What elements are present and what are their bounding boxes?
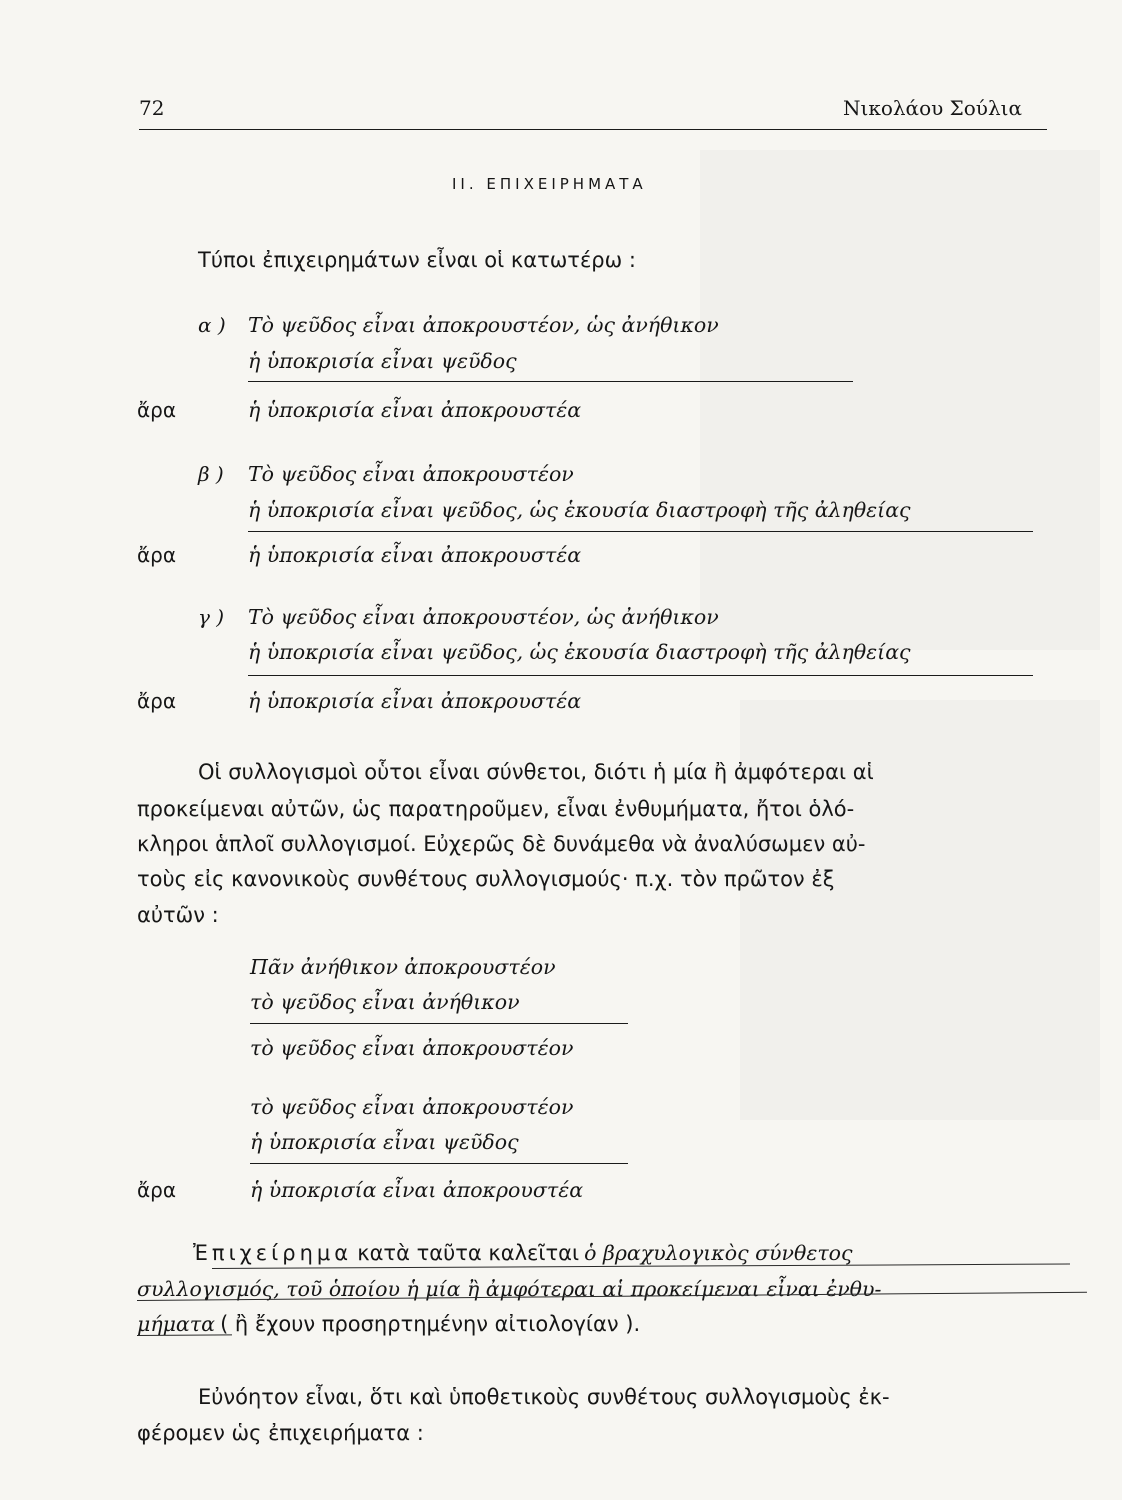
section-title: ΙΙ. ΕΠΙΧΕΙΡΗΜΑΤΑ (452, 175, 647, 193)
premise-major: Τὸ ψεῦδος εἶναι ἀποκρουστέον (248, 462, 574, 486)
premise-major: Τὸ ψεῦδος εἶναι ἀποκρουστέον, ὡς ἀνήθικον (248, 605, 719, 629)
conclusion: τὸ ψεῦδος εἶναι ἀποκρουστέον (250, 1036, 574, 1060)
therefore-label: ἄρα (137, 398, 177, 422)
premise-minor: ἡ ὑποκρισία εἶναι ψεῦδος (248, 349, 517, 373)
definition-line: συλλογισμός, τοῦ ὁποίου ἡ μία ἢ ἀμφότεραι αἱ προκείμεναι εἶναι ἐνθυ- (137, 1277, 882, 1301)
therefore-label: ἄρα (137, 1178, 177, 1202)
paragraph-line: προκείμεναι αὐτῶν, ὡς παρατηροῦμεν, εἶναι ἐνθυμήματα, ἤτοι ὁλό- (137, 797, 855, 821)
premise-minor: τὸ ψεῦδος εἶναι ἀνήθικον (250, 990, 520, 1014)
conclusion: ἡ ὑποκρισία εἶναι ἀποκρουστέα (248, 398, 582, 422)
intro-text: Τύποι ἐπιχειρημάτων εἶναι οἱ κατωτέρω : (198, 248, 636, 272)
example-label: β ) (198, 462, 224, 486)
conclusion-rule (250, 1163, 628, 1164)
definition-line (193, 1241, 853, 1265)
paragraph-line: φέρομεν ὡς ἐπιχειρήματα : (137, 1421, 424, 1445)
paragraph-line: Εὐνόητον εἶναι, ὅτι καὶ ὑποθετικοὺς συνθέτους συλλογισμοὺς ἐκ- (198, 1385, 890, 1409)
paragraph-line: Οἱ συλλογισμοὶ οὗτοι εἶναι σύνθετοι, διότι ἡ μία ἢ ἀμφότεραι αἱ (198, 760, 874, 784)
conclusion-rule (248, 675, 1033, 676)
running-title: Νικολάου Σούλια (843, 96, 1022, 120)
premise-minor: ἡ ὑποκρισία εἶναι ψεῦδος (250, 1130, 519, 1154)
definition-text: μήματα (137, 1312, 215, 1336)
paragraph-line: τοὺς εἰς κανονικοὺς συνθέτους συλλογισμούς· π.χ. τὸν πρῶτον ἐξ (137, 867, 835, 891)
therefore-label: ἄρα (137, 689, 177, 713)
premise-major: τὸ ψεῦδος εἶναι ἀποκρουστέον (250, 1095, 574, 1119)
definition-text: ὁ βραχυλογικὸς σύνθετος (584, 1241, 853, 1265)
premise-minor: ἡ ὑποκρισία εἶναι ψεῦδος, ὡς ἑκουσία διαστροφὴ τῆς ἀληθείας (248, 640, 911, 664)
definition-line (137, 1312, 640, 1336)
example-label: α ) (198, 313, 226, 337)
conclusion-rule (250, 1023, 628, 1024)
premise-major: Πᾶν ἀνήθικον ἀποκρουστέον (250, 955, 556, 979)
conclusion: ἡ ὑποκρισία εἶναι ἀποκρουστέα (248, 543, 582, 567)
conclusion-rule (248, 381, 853, 382)
conclusion: ἡ ὑποκρισία εἶναι ἀποκρουστέα (250, 1178, 584, 1202)
definition-text: ( ἢ ἔχουν προσηρτημένην αἰτιολογίαν ). (220, 1312, 641, 1336)
therefore-label: ἄρα (137, 543, 177, 567)
defined-term: Ἐπιχείρημα (193, 1241, 353, 1265)
page-number: 72 (139, 96, 165, 120)
header-rule (139, 129, 1047, 130)
show-through-shadow (700, 150, 1100, 650)
example-label: γ ) (198, 605, 225, 629)
premise-minor: ἡ ὑποκρισία εἶναι ψεῦδος, ὡς ἑκουσία διαστροφὴ τῆς ἀληθείας (248, 498, 911, 522)
paragraph-line: κληροι ἁπλοῖ συλλογισμοί. Εὐχερῶς δὲ δυνάμεθα νὰ ἀναλύσωμεν αὐ- (137, 832, 866, 856)
definition-text: κατὰ ταῦτα καλεῖται (357, 1241, 580, 1265)
paragraph-line: αὐτῶν : (137, 903, 219, 927)
conclusion: ἡ ὑποκρισία εἶναι ἀποκρουστέα (248, 689, 582, 713)
premise-major: Τὸ ψεῦδος εἶναι ἀποκρουστέον, ὡς ἀνήθικον (248, 313, 719, 337)
conclusion-rule (248, 531, 1033, 532)
